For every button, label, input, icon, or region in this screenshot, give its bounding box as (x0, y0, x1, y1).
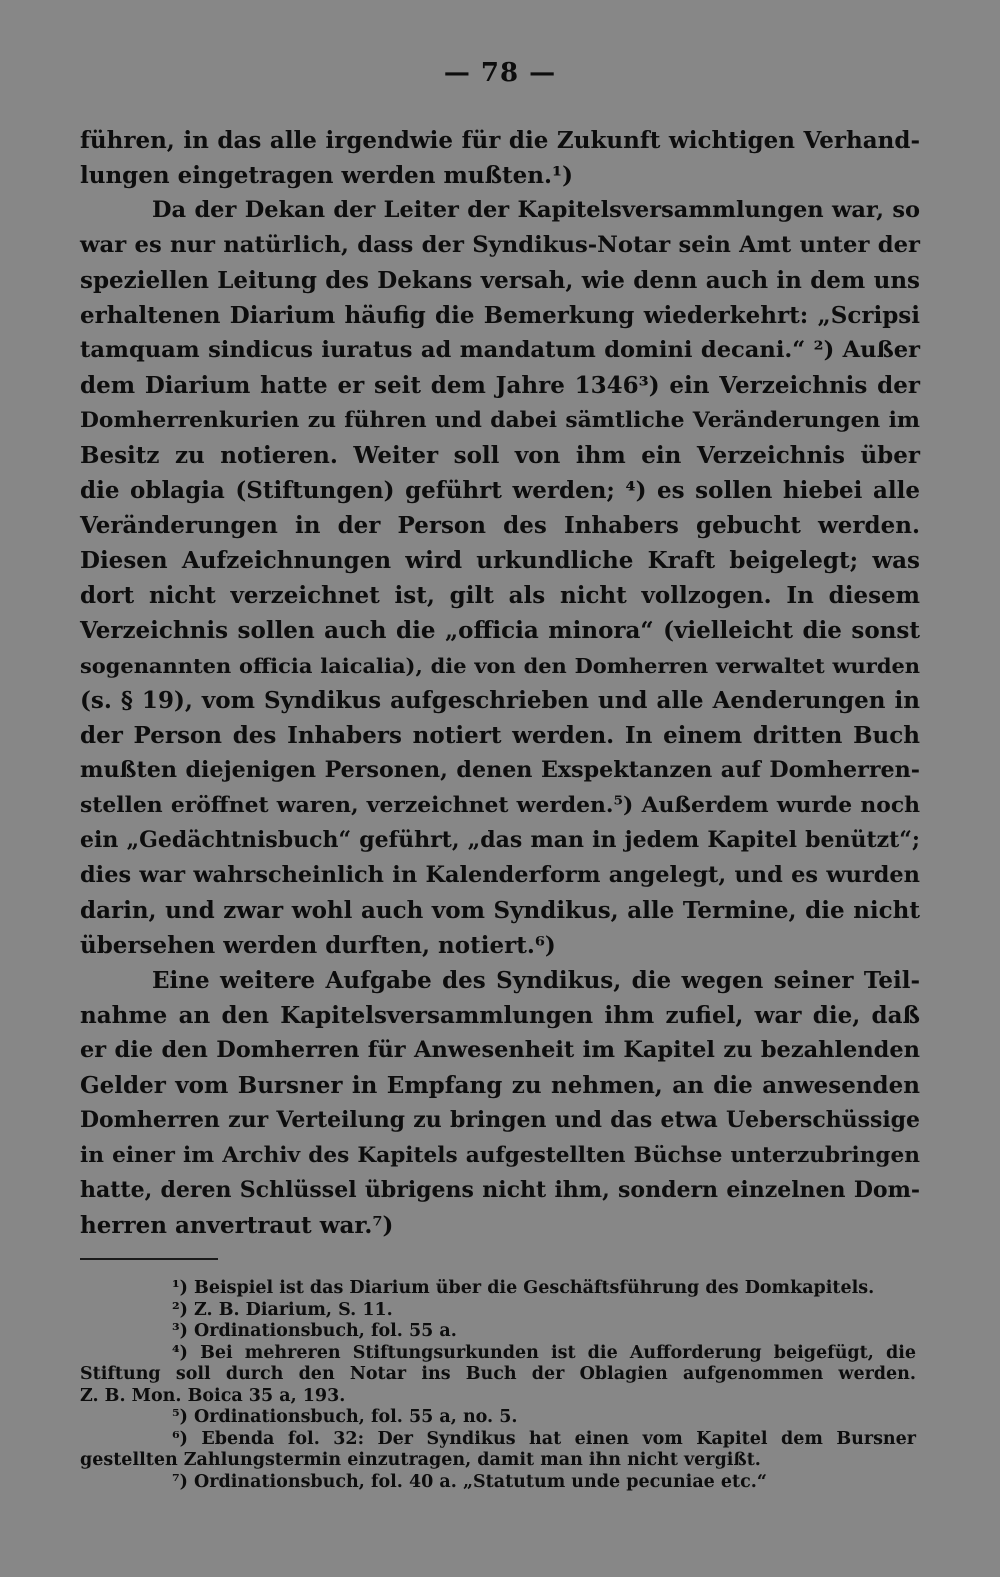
footnote-line: ²) Z. B. Diarium, S. 11. (172, 1299, 393, 1320)
body-line: ein „Gedächtnisbuch“ geführt, „das man in jedem Kapitel benützt“; (80, 827, 920, 853)
body-line: Domherrenkurien zu führen und dabei sämtliche Veränderungen im (80, 408, 920, 433)
footnote-line: Stiftung soll durch den Notar ins Buch der Oblagien aufgenommen werden. (80, 1364, 916, 1384)
footnote-line: ⁶) Ebenda fol. 32: Der Syndikus hat einen vom Kapitel dem Bursner (172, 1428, 916, 1449)
body-line: übersehen werden durften, notiert.⁶) (80, 932, 556, 959)
body-line: stellen eröffnet waren, verzeichnet werden.⁵) Außerdem wurde noch (80, 792, 920, 818)
body-line: tamquam sindicus iuratus ad mandatum domini decani.“ ²) Außer (80, 337, 920, 363)
footnote-line: ⁴) Bei mehreren Stiftungsurkunden ist die Aufforderung beigefügt, die (172, 1342, 916, 1363)
body-line: darin, und zwar wohl auch vom Syndikus, alle Termine, die nicht (80, 897, 920, 924)
footnote-line: ³) Ordinationsbuch, fol. 55 a. (172, 1321, 457, 1341)
body-line: hatte, deren Schlüssel übrigens nicht ihm, sondern einzelnen Dom- (80, 1177, 920, 1203)
body-line: mußten diejenigen Personen, denen Exspektanzen auf Domherren- (80, 757, 920, 783)
footnote-line: ⁷) Ordinationsbuch, fol. 40 a. „Statutum unde pecuniae etc.“ (172, 1471, 767, 1492)
body-line: erhaltenen Diarium häufig die Bemerkung wiederkehrt: „Scripsi (80, 302, 920, 329)
body-line: der Person des Inhabers notiert werden. In einem dritten Buch (80, 722, 920, 749)
body-line: führen, in das alle irgendwie für die Zukunft wichtigen Verhand- (80, 127, 920, 154)
footnote-line: gestellten Zahlungstermin einzutragen, damit man ihn nicht vergißt. (80, 1450, 761, 1470)
body-line: Da der Dekan der Leiter der Kapitelsversammlungen war, so (152, 197, 920, 223)
body-line: herren anvertraut war.⁷) (80, 1212, 394, 1239)
footnote-divider (80, 1258, 218, 1260)
body-line: die oblagia (Stiftungen) geführt werden; ⁴) es sollen hiebei alle (80, 477, 920, 504)
body-line: nahme an den Kapitelsversammlungen ihm zufiel, war die, daß (80, 1002, 920, 1029)
body-line: Domherren zur Verteilung zu bringen und das etwa Ueberschüssige (80, 1107, 920, 1133)
body-line: sogenannten officia laicalia), die von den Domherren verwaltet wurden (80, 653, 920, 678)
body-line: Veränderungen in der Person des Inhabers gebucht werden. (80, 512, 920, 539)
body-line: er die den Domherren für Anwesenheit im Kapitel zu bezahlenden (80, 1037, 920, 1063)
body-line: (s. § 19), vom Syndikus aufgeschrieben und alle Aenderungen in (80, 687, 920, 714)
footnote-line: ¹) Beispiel ist das Diarium über die Geschäftsführung des Domkapitels. (172, 1278, 875, 1298)
body-line: Verzeichnis sollen auch die „officia minora“ (vielleicht die sonst (80, 617, 920, 644)
body-line: war es nur natürlich, dass der Syndikus-Notar sein Amt unter der (80, 232, 920, 258)
footnote-line: Z. B. Mon. Boica 35 a, 193. (80, 1385, 346, 1406)
body-line: Eine weitere Aufgabe des Syndikus, die wegen seiner Teil- (152, 967, 920, 994)
page-number: — 78 — (443, 58, 557, 88)
body-line: Gelder vom Bursner in Empfang zu nehmen, an die anwesenden (80, 1072, 920, 1099)
body-text (80, 123, 920, 1243)
footnote-line: ⁵) Ordinationsbuch, fol. 55 a, no. 5. (172, 1407, 518, 1427)
body-line: dem Diarium hatte er seit dem Jahre 1346³) ein Verzeichnis der (80, 372, 920, 399)
body-line: dort nicht verzeichnet ist, gilt als nicht vollzogen. In diesem (80, 582, 920, 609)
footnotes (80, 1278, 916, 1493)
body-line: Diesen Aufzeichnungen wird urkundliche Kraft beigelegt; was (80, 547, 920, 574)
body-line: in einer im Archiv des Kapitels aufgestellten Büchse unterzubringen (80, 1143, 920, 1168)
body-line: Besitz zu notieren. Weiter soll von ihm ein Verzeichnis über (80, 442, 920, 469)
body-line: lungen eingetragen werden mußten.¹) (80, 162, 573, 189)
body-line: dies war wahrscheinlich in Kalenderform angelegt, und es wurden (80, 862, 920, 888)
body-line: speziellen Leitung des Dekans versah, wie denn auch in dem uns (80, 267, 920, 294)
